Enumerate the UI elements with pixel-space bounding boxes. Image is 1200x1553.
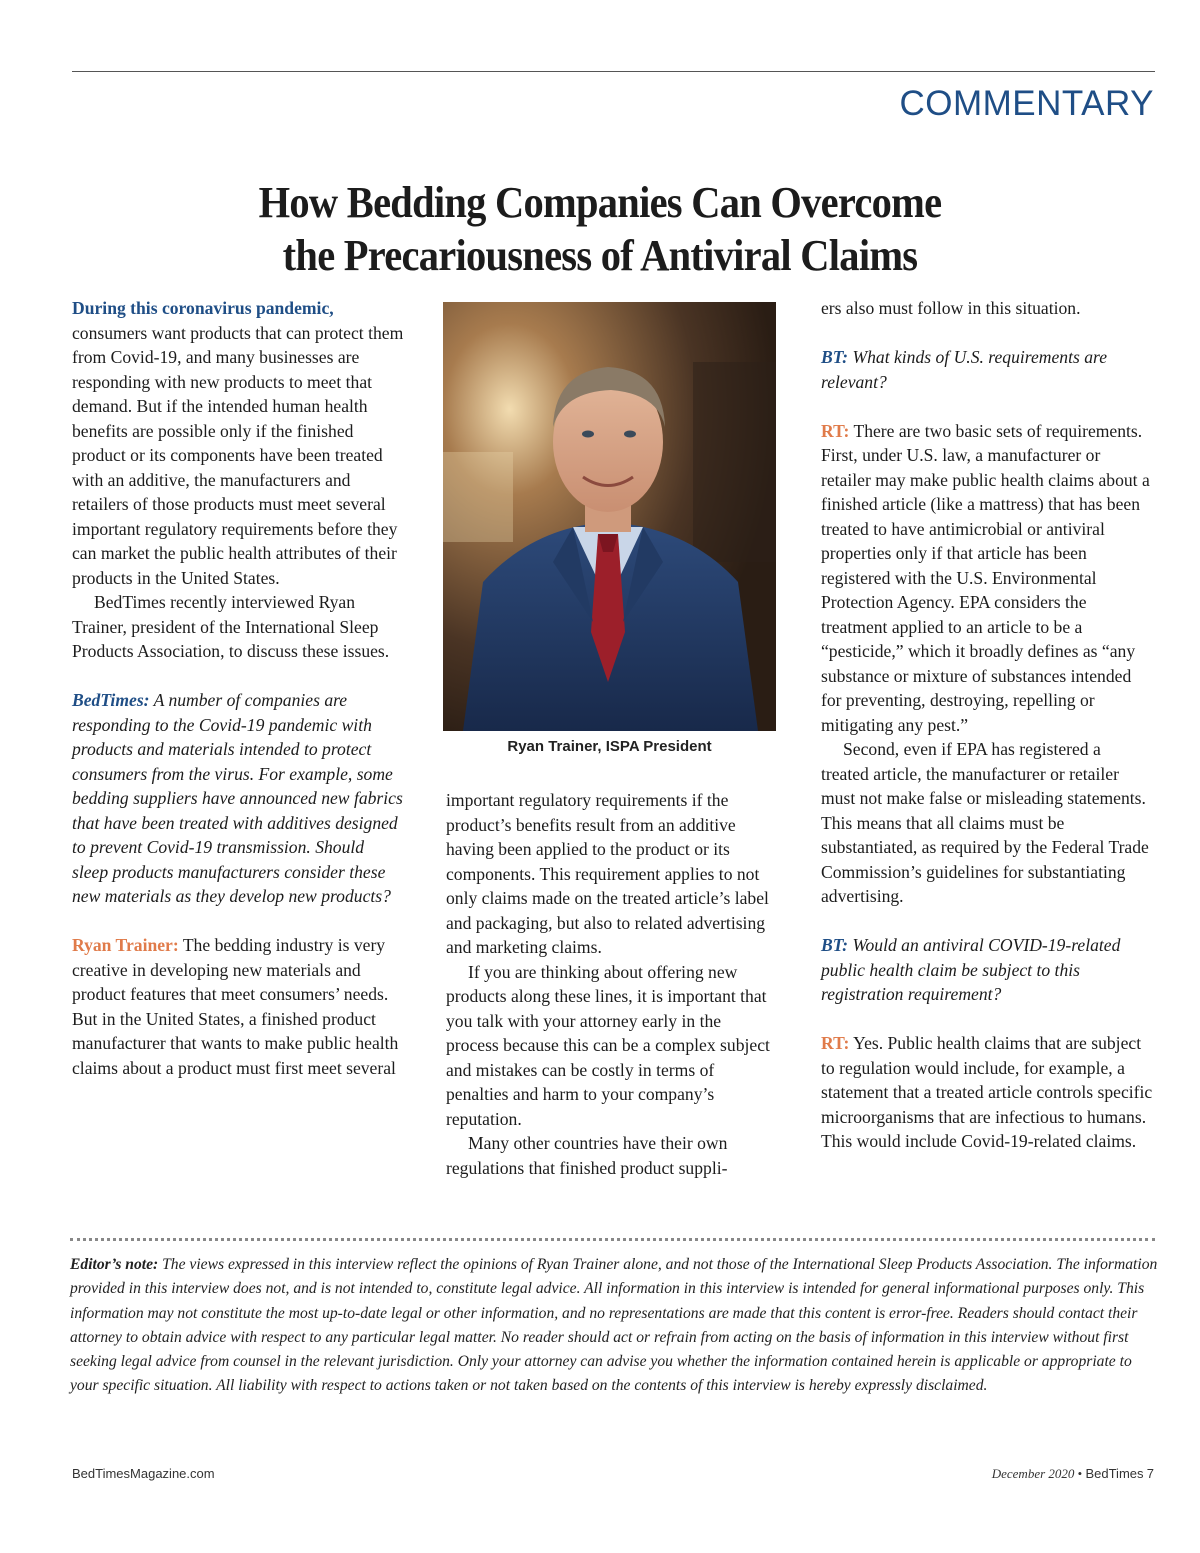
intro-lead: During this coronavirus pandemic, [72,298,334,318]
footer-page-number: 7 [1146,1466,1154,1481]
dotted-divider [70,1238,1155,1241]
question-2-label: BT: [821,347,849,367]
col2-paragraph-2: If you are thinking about offering new products along these lines, it is important that you talk with your attorney early in the process because this can be a complex subject and mistakes can be costly in terms of penalties and harm to your company’s reputation. [446,961,770,1129]
question-2-text: What kinds of U.S. requirements are relevant? [821,347,1108,392]
editors-note-label: Editor’s note: [70,1256,159,1273]
answer-2-text: There are two basic sets of requirements. First, under U.S. law, a manufacturer or retailer may make public health claims about a finished article (like a mattress) that has been treated to have antimicrobial or antiviral properties only if that article has been registered with the U.S. Environmental Protection Agency. EPA considers the treatment applied to an article to be a “pesticide,” which it broadly defines as “any substance or mixture of substances intended for preventing, destroying, repelling or mitigating any pest.” [821,420,1150,735]
headline-line-1: How Bedding Companies Can Overcome [258,178,942,227]
photo-caption: Ryan Trainer, ISPA President [507,738,712,755]
intro-paragraph [72,296,404,590]
answer-2 [821,419,1153,738]
col3-paragraph-1: ers also must follow in this situation. [821,298,1081,318]
question-1-label: BedTimes: [72,690,150,710]
section-label: COMMENTARY [899,84,1154,123]
answer-3 [821,1031,1153,1154]
footer-folio [992,1466,1154,1482]
footer-magazine: BedTimes [1085,1466,1144,1481]
answer-3-text: Yes. Public health claims that are subject to regulation would include, for example, a statement that a treated article controls specific microorganisms that are infectious to humans. This would include Covid-19-related claims. [821,1033,1153,1151]
col2-paragraph-3: Many other countries have their own regulations that finished product suppli- [446,1133,728,1178]
intro-paragraph-2: BedTimes recently interviewed Ryan Trainer, president of the International Sleep Products Association, to discuss these issues. [72,592,390,661]
portrait-photo [443,302,776,731]
column-2 [446,788,778,1180]
footer-website: BedTimesMagazine.com [72,1466,215,1481]
question-3-label: BT: [821,935,849,955]
editors-note [70,1253,1160,1399]
editors-note-text: The views expressed in this interview reflect the opinions of Ryan Trainer alone, and not those of the International Sleep Products Association. The information provided in this interview does not, and is not intended to, constitute legal advice. All information in this interview is intended for general informational purposes only. This information may not constitute the most up-to-date legal or other information, and no representations are made that this content is error-free. Readers should contact their attorney to obtain advice with respect to any particular legal matter. No reader should act or refrain from acting on the basis of information in this interview without first seeking legal advice from counsel in the relevant jurisdiction. Only your attorney can advise you whether the information contained herein is applicable or appropriate to your specific situation. All liability with respect to actions taken or not taken based on the contents of this interview is hereby expressly disclaimed. [70,1256,1158,1395]
headline-line-2: the Precariousness of Antiviral Claims [282,231,918,280]
question-3-text: Would an antiviral COVID-19-related public health claim be subject to this registration requirement? [821,935,1121,1004]
col2-paragraph-1: important regulatory requirements if the product’s benefits result from an additive having been applied to the product or its components. This requirement applies to not only claims made on the treated article’s label and packaging, but also to related advertising and marketing claims. [446,790,769,957]
question-3 [821,933,1153,1007]
article-headline [48,176,1152,282]
question-1 [72,688,404,909]
answer-1-label: Ryan Trainer: [72,935,179,955]
question-2 [821,345,1153,394]
top-rule [72,71,1155,72]
answer-1-text: The bedding industry is very creative in developing new materials and product features that meet consumers’ needs. But in the United States, a finished product manufacturer that wants to make public health claims about a product must first meet several [72,935,399,1078]
answer-1 [72,933,404,1080]
intro-text: consumers want products that can protect them from Covid-19, and many businesses are responding with new products to meet that demand. But if the intended human health benefits are possible only if the finished product or its components have been treated with an additive, the manufacturers and retailers of those products must meet several important regulatory requirements before they can market the public health attributes of their products in the United States. [72,322,404,588]
footer-separator: • [1077,1466,1083,1481]
answer-3-label: RT: [821,1033,850,1053]
question-1-text: A number of companies are responding to the Covid-19 pandemic with products and materials intended to protect consumers from the virus. For example, some bedding suppliers have announced new fabrics that have been treated with additives designed to prevent Covid-19 transmission. Should sleep products manufacturers consider these new materials as they develop new products? [72,690,403,906]
answer-2-paragraph-2: Second, even if EPA has registered a treated article, the manufacturer or retailer must not make false or misleading statements. This means that all claims must be substantiated, as required by the Federal Trade Commission’s guidelines for substantiating advertising. [821,739,1149,906]
column-1 [72,296,404,1080]
column-3 [821,296,1153,1154]
footer-date: December 2020 [991,1466,1075,1481]
answer-2-label: RT: [821,420,850,441]
